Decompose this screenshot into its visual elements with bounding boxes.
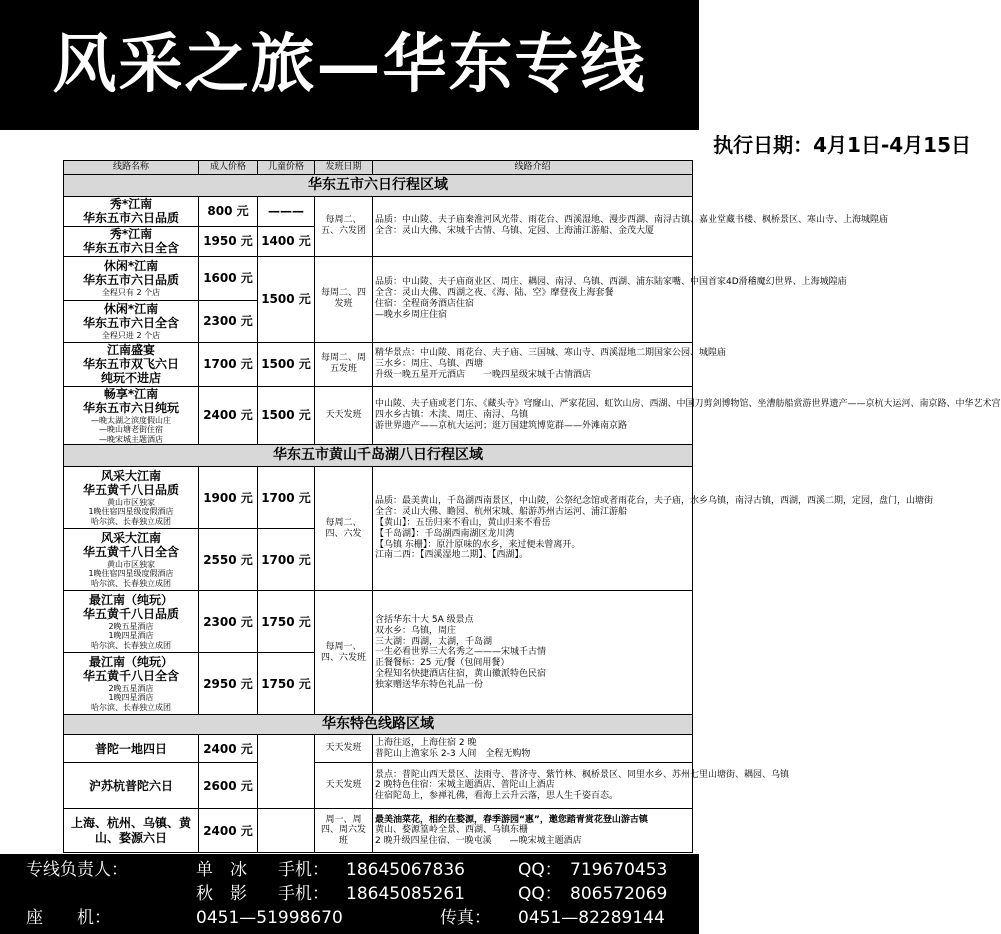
route-name: 风采大江南 华五黄千八日品质 黄山市区独家 1晚住宿四星级度假酒店 哈尔滨、长春独立成团 — [64, 467, 199, 529]
route-description: 品质：中山陵、夫子庙商业区、周庄、耦园、南浔、乌镇、西湖、浦东陆家嘴、中国首家4D滑稽魔幻世界、上海城隍庙 全含：灵山大佛、西湖之夜、《海、陆、空》摩登夜上海套餐 住宿：全程商务酒店住宿 —晚水乡周庄住宿 — [373, 256, 693, 342]
departure-date: 天天发班 — [315, 735, 373, 763]
route-name: 普陀一地四日 — [64, 735, 199, 763]
qq-label: QQ： — [518, 860, 562, 880]
route-name: 休闲*江南 华东五市六日品质 全程只有 2 个店 — [64, 256, 199, 300]
table-row — [64, 342, 693, 386]
departure-date: 每周二、周五发班 — [315, 342, 373, 386]
child-price: 1500 元 — [258, 342, 315, 386]
child-price: 1500 元 — [258, 256, 315, 342]
phone-number: 18645085261 — [346, 884, 465, 904]
fax-label: 传真： — [440, 908, 491, 928]
table-row — [64, 197, 693, 227]
section-header-row — [64, 445, 693, 467]
header-banner — [0, 0, 699, 130]
fax-number: 0451—82289144 — [518, 908, 665, 928]
qq-number: 806572069 — [570, 884, 668, 904]
adult-price: 1600 元 — [199, 256, 258, 300]
departure-date: 天天发班 — [315, 763, 373, 809]
table-row — [64, 809, 693, 853]
route-description: 含括华东十大 5A 级景点 双水乡：乌镇，周庄 三大湖：西湖，太湖，千岛湖 一生必看世界三大名秀之———宋城千古情 正餐餐标：25 元/餐（包间用餐） 全程知名快捷酒店住宿，黄山徽派特色民宿 独家赠送华东特色礼品一份 — [373, 591, 693, 715]
adult-price: 2400 元 — [199, 735, 258, 763]
departure-date: 每周一、四、六发班 — [315, 591, 373, 715]
column-header: 发班日期 — [315, 161, 373, 175]
landline-number: 0451—51998670 — [196, 908, 343, 928]
column-header: 线路介绍 — [373, 161, 693, 175]
contact-row-2 — [0, 882, 699, 906]
section-title: 华东五市黄山千岛湖八日行程区域 — [64, 445, 693, 467]
table-row — [64, 386, 693, 445]
qq-label: QQ： — [518, 884, 562, 904]
route-name: 江南盛宴 华东五市双飞六日 纯玩不进店 — [64, 342, 199, 386]
route-price-table — [63, 160, 1001, 853]
route-description: 景点：普陀山西天景区、法雨寺、普济寺、紫竹林、枫桥景区、同里水乡、苏州七里山塘街、耦园、乌镇 2 晚特色住宿：宋城主题酒店、普陀山上酒店 住宿陀岛上，参禅礼佛，看海上云升云落，思人生千姿百态。 — [373, 763, 693, 809]
route-description: 中山陵、夫子庙或老门东、《藏头寺》穹窿山、严家花园、虹饮山房、西湖、中国刀剪剑博物馆、坐漕舫船赏游世界遗产——京杭大运河、南京路、中华艺术宫 四水乡古镇：木渎、周庄、南浔、乌镇 游世界遗产——京杭大运河；逛万国建筑博览群——外滩南京路 — [373, 386, 693, 445]
adult-price: 2400 元 — [199, 386, 258, 445]
child-price-empty — [258, 735, 315, 809]
departure-date: 周一、周四、周六发班 — [315, 809, 373, 853]
section-header-row — [64, 175, 693, 197]
child-price: ——— — [258, 197, 315, 227]
adult-price: 2950 元 — [199, 653, 258, 715]
route-name: 风采大江南 华五黄千八日全含 黄山市区独家 1晚住宿四星级度假酒店 哈尔滨、长春独立成团 — [64, 529, 199, 591]
phone-label: 手机： — [278, 860, 329, 880]
adult-price: 1700 元 — [199, 342, 258, 386]
route-name: 最江南（纯玩） 华五黄千八日品质 2晚五星酒店 1晚四星酒店 哈尔滨、长春独立成团 — [64, 591, 199, 653]
column-header: 线路名称 — [64, 161, 199, 175]
adult-price: 2400 元 — [199, 809, 258, 853]
contact-row-3 — [0, 906, 699, 930]
adult-price: 2300 元 — [199, 300, 258, 342]
column-header: 成人价格 — [199, 161, 258, 175]
route-name: 沪苏杭普陀六日 — [64, 763, 199, 809]
table-row — [64, 763, 693, 809]
contact-footer — [0, 854, 699, 934]
table-row — [64, 591, 693, 653]
departure-date: 每周二、四发班 — [315, 256, 373, 342]
child-price: 1700 元 — [258, 529, 315, 591]
route-description: 品质：最美黄山，千岛湖西南景区，中山陵，公祭纪念馆或者雨花台，夫子庙，水乡乌镇，南浔古镇，西湖，西溪二期，定园，盘门，山塘街 全含：灵山大佛、瞻园、杭州宋城、船游苏州古运河、浦江游船 【黄山】：五岳归来不看山，黄山归来不看岳 【千岛湖】：千岛湖西南湖区龙川湾 【乌镇 东栅】：原汁原味的水乡，来过便未曾离开。 江南二西：【西溪湿地二期】、【西湖】。 — [373, 467, 693, 591]
child-price-empty — [258, 809, 315, 853]
section-header-row — [64, 715, 693, 735]
route-description: 最美油菜花，相约在婺源，春季游园“惠”，邀您踏青赏花登山游古镇 黄山、婺源篁岭全景、西湖、乌镇东栅 2 晚升级四星住宿、一晚屯溪 —晚宋城主题酒店 — [373, 809, 693, 853]
adult-price: 2600 元 — [199, 763, 258, 809]
qq-number: 719670453 — [570, 860, 668, 880]
execution-date: 执行日期：4月1日-4月15日 — [713, 133, 971, 157]
table-row — [64, 467, 693, 529]
route-description: 精华景点：中山陵、雨花台、夫子庙、三国城、寒山寺、西溪湿地二期国家公园、城隍庙 三水乡：周庄、乌镇、西塘 升级一晚五星开元酒店 一晚四星级宋城千古情酒店 — [373, 342, 693, 386]
contact-name: 秋 影 — [196, 884, 247, 904]
child-price: 1750 元 — [258, 591, 315, 653]
route-description: 上海往返，上海住宿 2 晚 普陀山上渔家乐 2-3 人间 全程无购物 — [373, 735, 693, 763]
child-price: 1400 元 — [258, 226, 315, 256]
contact-name: 单 冰 — [196, 860, 247, 880]
departure-date: 天天发班 — [315, 386, 373, 445]
section-title: 华东特色线路区域 — [64, 715, 693, 735]
landline-label: 座 机： — [26, 908, 111, 928]
page-title: 风采之旅—华东专线 — [52, 27, 647, 102]
route-name: 最江南（纯玩） 华五黄千八日全含 2晚五星酒店 1晚四星酒店 哈尔滨、长春独立成团 — [64, 653, 199, 715]
adult-price: 800 元 — [199, 197, 258, 227]
route-description: 品质：中山陵、夫子庙秦淮河风光带、雨花台、西溪湿地、漫步西湖、南浔古镇、嘉业堂藏书楼、枫桥景区、寒山寺、上海城隍庙 全含：灵山大佛、宋城千古情、乌镇、定园、上海浦江游船、金茂大厦 — [373, 197, 693, 257]
adult-price: 1950 元 — [199, 226, 258, 256]
table-row — [64, 735, 693, 763]
phone-label: 手机： — [278, 884, 329, 904]
child-price: 1700 元 — [258, 467, 315, 529]
departure-date: 每周二、五、六发团 — [315, 197, 373, 257]
contact-row-1 — [0, 858, 699, 882]
adult-price: 2300 元 — [199, 591, 258, 653]
route-name: 秀*江南 华东五市六日全含 — [64, 226, 199, 256]
child-price: 1750 元 — [258, 653, 315, 715]
table-header-row — [64, 161, 693, 175]
route-name: 上海、杭州、乌镇、黄山、婺源六日 — [64, 809, 199, 853]
section-title: 华东五市六日行程区域 — [64, 175, 693, 197]
adult-price: 1900 元 — [199, 467, 258, 529]
column-header: 儿童价格 — [258, 161, 315, 175]
route-name: 休闲*江南 华东五市六日全含 全程只进 2 个店 — [64, 300, 199, 342]
adult-price: 2550 元 — [199, 529, 258, 591]
departure-date: 每周二、四、六发 — [315, 467, 373, 591]
child-price: 1500 元 — [258, 386, 315, 445]
route-name: 畅享*江南 华东五市六日纯玩 —晚太湖之滨度假山庄 —晚山塘老街住宿 —晚宋城主题酒店 — [64, 386, 199, 445]
phone-number: 18645067836 — [346, 860, 465, 880]
manager-label: 专线负责人： — [26, 860, 128, 880]
table-row — [64, 256, 693, 300]
route-name: 秀*江南 华东五市六日品质 — [64, 197, 199, 227]
